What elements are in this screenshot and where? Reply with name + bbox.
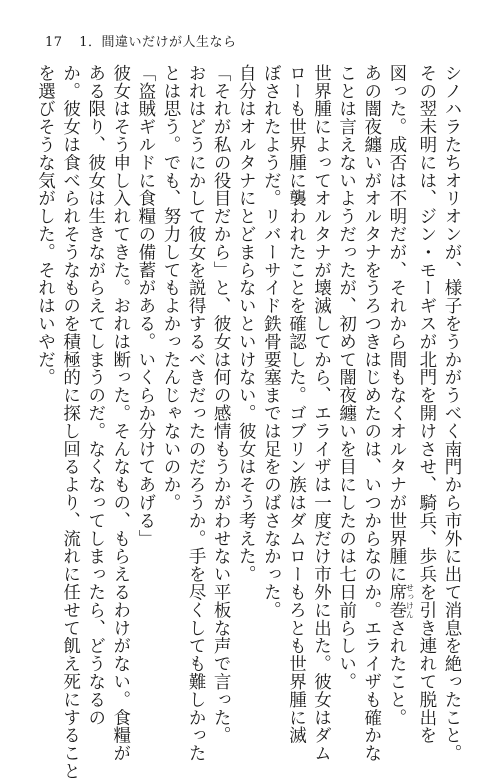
text-line: おれはどうにかして彼女を説得するべきだったのだろうか。手を尽くしても難しかった: [186, 64, 207, 763]
chapter-title: 1．間違いだけが人生なら: [79, 35, 237, 50]
page-header: [45, 31, 236, 50]
body-text: [32, 64, 464, 780]
text-line: あの闇夜纏いがオルタナをうろつきはじめたのは、いつからなのか。エライザも確かな: [361, 64, 382, 763]
text-line: 彼女はそう申し入れてきた。おれは断った。そんなもの、もらえるわけがない。食糧が: [110, 64, 131, 763]
text-line: か。彼女は食べられそうなものを積極的に探し回るより、流れに任せて飢え死にすること: [60, 64, 81, 780]
page-number: 17: [45, 35, 63, 50]
text-line: 自分はオルタナにとどまらないといけない。彼女はそう考えた。: [236, 64, 257, 584]
text-line: 図った。成否は不明だが、それから間もなくオルタナが世界腫に席巻せっけんされたこと。: [386, 64, 415, 727]
text-line: 世界腫によってオルタナが壊滅してから、エライザは一度だけ市外に出た。彼女はダム: [311, 64, 332, 763]
text-line: ある限り、彼女は生きながらえてしまうのだ。なくなってしまったら、どうなるの: [85, 64, 106, 727]
text-line: ことは言えないようだったが、初めて闇夜纏いを目にしたのは七日前らしい。: [336, 64, 357, 691]
text-line: 「それが私の役目だから」と、彼女は何の感情もうかがわせない平板な声で言った。: [211, 64, 232, 745]
ruby-annotation: 席巻せっけん: [386, 583, 415, 619]
text-line: とは思う。でも、努力してもよかったんじゃないのか。: [160, 64, 181, 512]
text-line: ローも世界腫に襲われたことを確認した。ゴブリン族はダムローもろとも世界腫に滅: [286, 64, 307, 745]
text-line: を選びそうな気がした。それはいやだ。: [35, 64, 56, 387]
text-line: ぼされたようだ。リバーサイド鉄骨要塞までは足をのばさなかった。: [261, 64, 282, 619]
text-line: 「盗賊ギルドに食糧の備蓄がある。いくらか分けてあげる」: [135, 64, 156, 548]
ruby-reading: せっけん: [405, 583, 415, 619]
text-line: シノハラたちオリオンが、様子をうかがうべく南門から市外に出て消息を絶ったこと。: [442, 64, 462, 763]
text-line: その翌未明には、ジン・モーギスが北門を開けさせ、騎兵、歩兵を引き連れて脱出を: [416, 64, 437, 745]
